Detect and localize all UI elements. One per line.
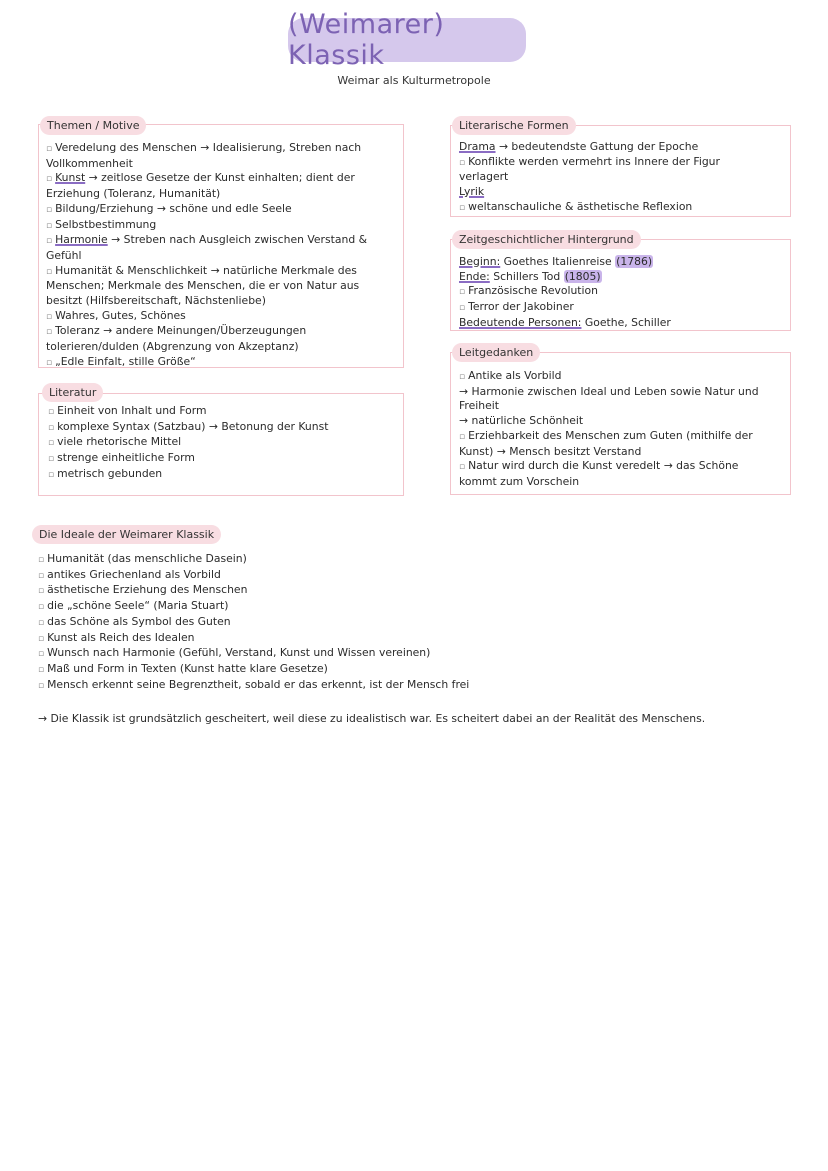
list-item: verlagert xyxy=(459,170,509,184)
themen-label: Themen / Motive xyxy=(40,116,146,135)
list-item: Drama → bedeutendste Gattung der Epoche xyxy=(459,140,699,153)
leitgedanken-label: Leitgedanken xyxy=(452,343,540,362)
list-item: ▫ Humanität & Menschlichkeit → natürliche Merkmale des xyxy=(46,263,357,277)
list-item: Ende: Schillers Tod (1805) xyxy=(459,269,601,283)
list-item: Beginn: Goethes Italienreise (1786) xyxy=(459,255,653,268)
list-item: ▫ viele rhetorische Mittel xyxy=(48,435,182,449)
list-item: ▫ die „schöne Seele“ (Maria Stuart) xyxy=(38,599,229,613)
list-item: ▫ ästhetische Erziehung des Menschen xyxy=(38,583,248,597)
list-item: ▫ das Schöne als Symbol des Guten xyxy=(38,614,231,628)
list-item: ▫ Konflikte werden vermehrt ins Innere der Figur xyxy=(459,154,720,168)
list-item: ▫ Antike als Vorbild xyxy=(459,369,562,382)
list-item: Vollkommenheit xyxy=(46,156,133,170)
list-item: ▫ Bildung/Erziehung → schöne und edle Seele xyxy=(46,201,292,215)
list-item: Erziehung (Toleranz, Humanität) xyxy=(46,187,221,201)
literatur-label: Literatur xyxy=(42,383,103,402)
list-item: ▫ Terror der Jakobiner xyxy=(459,300,574,314)
themen-list xyxy=(46,141,367,371)
list-item: ▫ Veredelung des Menschen → Idealisierung, Streben nach xyxy=(46,141,362,154)
list-item: → Harmonie zwischen Ideal und Leben sowie Natur und xyxy=(459,384,759,398)
list-item: ▫ Kunst als Reich des Idealen xyxy=(38,630,195,644)
list-item: ▫ Humanität (das menschliche Dasein) xyxy=(38,552,247,565)
list-item: ▫ Selbstbestimmung xyxy=(46,217,157,231)
literatur-list xyxy=(48,404,328,483)
list-item: ▫ Mensch erkennt seine Begrenztheit, sobald er das erkennt, ist der Mensch frei xyxy=(38,677,470,691)
list-item: kommt zum Vorschein xyxy=(459,474,580,488)
list-item: ▫ Französische Revolution xyxy=(459,284,598,298)
list-item: ▫ Natur wird durch die Kunst veredelt → das Schöne xyxy=(459,459,739,473)
ideale-list xyxy=(38,552,469,693)
formen-list xyxy=(459,140,720,216)
list-item: ▫ antikes Griechenland als Vorbild xyxy=(38,567,221,581)
list-item: Gefühl xyxy=(46,248,82,262)
list-item: besitzt (Hilfsbereitschaft, Nächstenliebe) xyxy=(46,294,266,308)
list-item: Menschen; Merkmale des Menschen, die er von Natur aus xyxy=(46,279,360,293)
list-item: Lyrik xyxy=(459,185,485,199)
list-item: ▫ metrisch gebunden xyxy=(48,466,163,480)
list-item: ▫ Wunsch nach Harmonie (Gefühl, Verstand, Kunst und Wissen vereinen) xyxy=(38,646,431,660)
list-item: tolerieren/dulden (Abgrenzung von Akzeptanz) xyxy=(46,340,299,354)
list-item: ▫ strenge einheitliche Form xyxy=(48,451,195,465)
list-item: ▫ Kunst → zeitlose Gesetze der Kunst einhalten; dient der xyxy=(46,171,355,185)
hintergrund-label: Zeitgeschichtlicher Hintergrund xyxy=(452,230,641,249)
ideale-label: Die Ideale der Weimarer Klassik xyxy=(32,525,221,544)
page-subtitle: Weimar als Kulturmetropole xyxy=(337,74,491,87)
list-item: Kunst) → Mensch besitzt Verstand xyxy=(459,444,642,458)
list-item: ▫ Harmonie → Streben nach Ausgleich zwischen Verstand & xyxy=(46,233,368,247)
list-item: ▫ Erziehbarkeit des Menschen zum Guten (mithilfe der xyxy=(459,428,753,442)
list-item: ▫ „Edle Einfalt, stille Größe“ xyxy=(46,354,196,368)
leitgedanken-list xyxy=(459,369,759,490)
list-item: Bedeutende Personen: Goethe, Schiller xyxy=(459,315,671,329)
list-item: ▫ Einheit von Inhalt und Form xyxy=(48,404,207,417)
list-item: Freiheit xyxy=(459,399,499,413)
list-item: → natürliche Schönheit xyxy=(459,414,584,428)
formen-label: Literarische Formen xyxy=(452,116,576,135)
list-item: ▫ Toleranz → andere Meinungen/Überzeugungen xyxy=(46,324,307,338)
page-title: (Weimarer) Klassik xyxy=(288,18,526,62)
list-item: ▫ Maß und Form in Texten (Kunst hatte klare Gesetze) xyxy=(38,661,328,675)
list-item: ▫ komplexe Syntax (Satzbau) → Betonung der Kunst xyxy=(48,419,329,433)
list-item: ▫ weltanschauliche & ästhetische Reflexion xyxy=(459,199,693,213)
list-item: ▫ Wahres, Gutes, Schönes xyxy=(46,308,186,322)
hintergrund-list xyxy=(459,255,671,331)
fazit-text: → Die Klassik ist grundsätzlich gescheitert, weil diese zu idealistisch war. Es scheitert dabei an der Realität des Menschens. xyxy=(38,712,706,725)
